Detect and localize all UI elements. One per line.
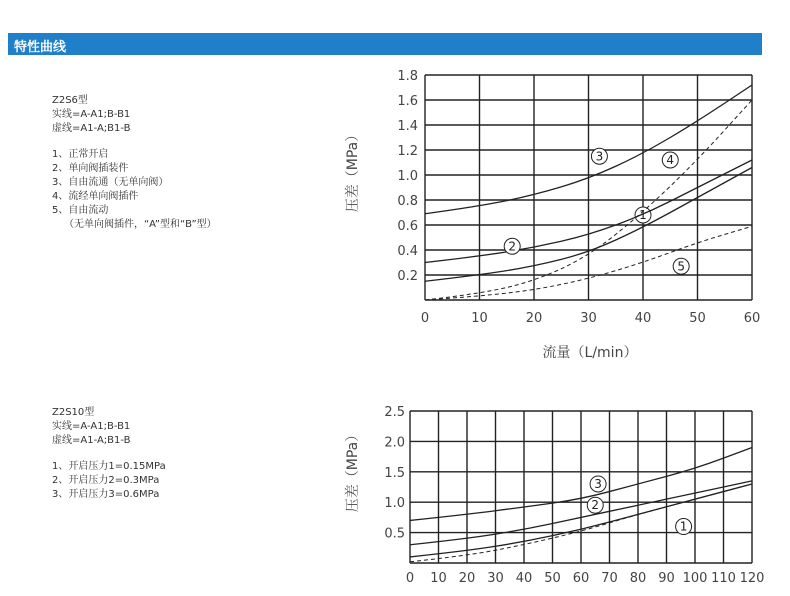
x-tick-label: 90: [658, 571, 675, 586]
y-tick-label: 2.5: [384, 405, 405, 420]
legend-top-item: 3、自由流通（无单向阀）: [52, 177, 169, 188]
legend-bottom-dashed: 虚线=A1-A;B1-B: [52, 435, 131, 446]
legend-bottom-item: 3、开启压力3=0.6MPa: [52, 489, 160, 500]
series-label: 2: [591, 498, 600, 513]
y-tick-label: 0.6: [397, 219, 418, 234]
y-tick-label: 1.0: [384, 496, 405, 512]
y-tick-label: 1.2: [397, 144, 418, 159]
legend-bottom-item: 1、开启压力1=0.15MPa: [52, 461, 166, 472]
y-tick-label: 0.4: [397, 244, 418, 259]
y-tick-label: 2.0: [384, 435, 405, 451]
series-label: 3: [595, 149, 604, 164]
legend-top-item: 1、正常开启: [52, 149, 109, 160]
y-tick-label: 1.8: [397, 69, 418, 84]
x-axis-title: 流量（L/min）: [542, 345, 638, 361]
x-tick-label: 40: [515, 571, 533, 586]
y-axis-title: 压差（MPa）: [345, 127, 361, 213]
x-tick-label: 0: [420, 311, 430, 326]
legend-top-item: 4、流经单向阀插件: [52, 191, 139, 202]
x-tick-label: 50: [544, 571, 561, 586]
series-label: 1: [679, 519, 688, 534]
series-label: 4: [666, 153, 675, 167]
x-tick-label: 80: [629, 571, 647, 586]
legend-top-dashed: 虚线=A1-A;B1-B: [52, 123, 131, 134]
legend-top-item: 5、自由流动: [52, 205, 109, 216]
y-tick-label: 0.8: [397, 194, 418, 209]
x-tick-label: 20: [525, 311, 543, 326]
legend-top-model: Z2S6型: [52, 95, 88, 106]
x-tick-label: 70: [601, 571, 618, 586]
x-tick-label: 20: [458, 571, 476, 586]
y-tick-label: 1.6: [397, 94, 418, 109]
series-label: 1: [639, 208, 647, 222]
x-tick-label: 110: [711, 571, 736, 586]
x-tick-label: 10: [430, 571, 447, 586]
x-tick-label: 120: [739, 571, 765, 586]
y-tick-label: 1.0: [397, 169, 418, 184]
x-tick-label: 60: [743, 311, 761, 326]
x-tick-label: 100: [682, 571, 708, 586]
y-tick-label: 1.5: [384, 465, 405, 481]
legend-top-solid: 实线=A-A1;B-B1: [52, 109, 131, 120]
legend-top-item: 2、单向阀插装件: [52, 163, 129, 174]
x-tick-label: 50: [689, 311, 706, 326]
y-tick-label: 1.4: [397, 119, 418, 134]
legend-bottom-model: Z2S10型: [52, 407, 95, 418]
x-tick-label: 60: [572, 571, 590, 586]
legend-top-note: （无单向阀插件，“A”型和“B”型）: [64, 219, 217, 230]
series-label: 3: [594, 476, 602, 491]
section-title: 特性曲线: [14, 40, 67, 55]
legend-bottom-item: 2、开启压力2=0.3MPa: [52, 475, 160, 486]
x-tick-label: 40: [634, 311, 652, 326]
x-tick-label: 0: [405, 571, 415, 586]
x-tick-label: 30: [580, 311, 597, 326]
y-tick-label: 0.5: [384, 526, 405, 542]
x-tick-label: 10: [471, 311, 488, 326]
series-label: 5: [677, 259, 685, 274]
x-tick-label: 30: [487, 571, 504, 586]
y-axis-title: 压差（MPa）: [345, 427, 361, 513]
series-label: 2: [508, 239, 517, 254]
y-tick-label: 0.2: [397, 269, 418, 284]
legend-bottom-solid: 实线=A-A1;B-B1: [52, 421, 131, 432]
